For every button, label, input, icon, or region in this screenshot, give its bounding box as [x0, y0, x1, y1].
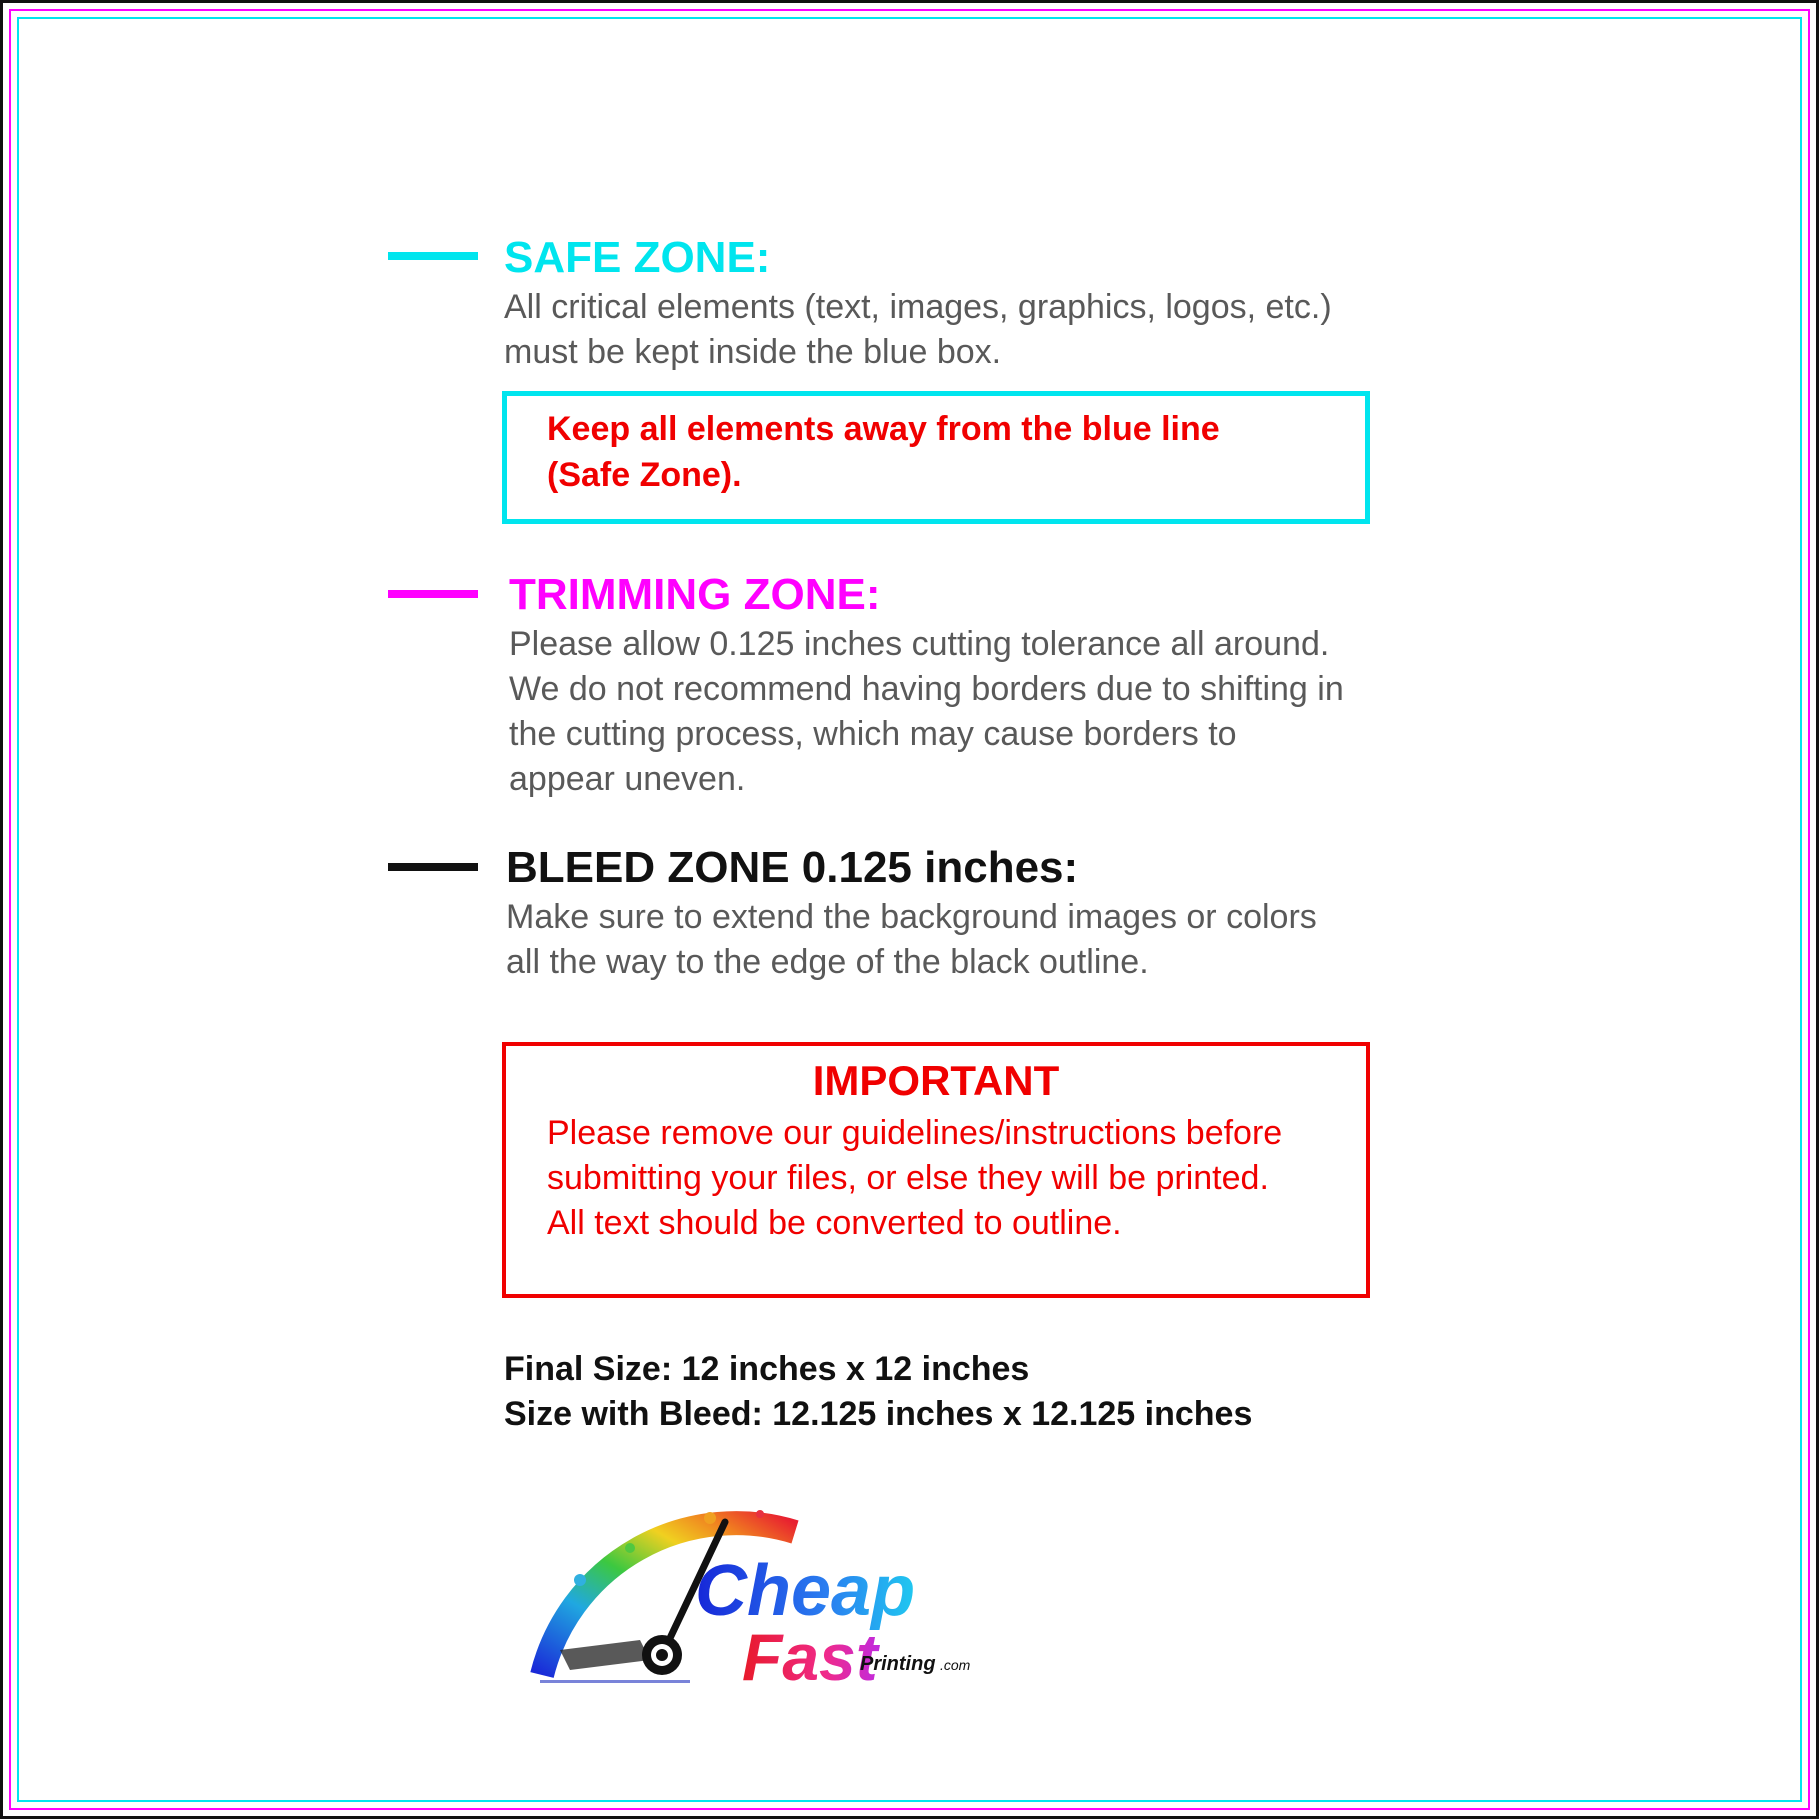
bleed-zone-description: Make sure to extend the background images or colors all the way to the edge of the black outline.: [506, 898, 1317, 981]
safe-zone-title: SAFE ZONE:: [504, 233, 771, 282]
logo-suffix: .com: [940, 1657, 971, 1673]
safe-zone-notice: Keep all elements away from the blue line (Safe Zone).: [547, 410, 1220, 494]
size-info: [504, 1347, 1252, 1437]
cheapfastprinting-logo: [520, 1500, 980, 1700]
bleed-zone-title: BLEED ZONE 0.125 inches:: [506, 843, 1079, 892]
trimming-zone-legend-line: [388, 590, 478, 598]
logo-word-printing: Printing: [860, 1653, 936, 1675]
trimming-zone-description: Please allow 0.125 inches cutting tolerance all around. We do not recommend having borders due to shifting in the cutting process, which may cause borders to appear uneven.: [509, 625, 1344, 798]
important-title: IMPORTANT: [812, 1057, 1060, 1104]
safe-zone-legend-line: [388, 252, 478, 260]
bleed-size: Size with Bleed: 12.125 inches x 12.125 inches: [504, 1395, 1253, 1433]
important-description: Please remove our guidelines/instructions before submitting your files, or else they will be printed. All text should be converted to outline.: [547, 1114, 1283, 1242]
bleed-zone-legend-line: [388, 863, 478, 871]
safe-zone-description: All critical elements (text, images, graphics, logos, etc.) must be kept inside the blue box.: [504, 288, 1332, 371]
trimming-zone-title: TRIMMING ZONE:: [509, 570, 881, 619]
logo-word-cheap: Cheap: [695, 1551, 916, 1631]
safe-zone-notice-box: [502, 391, 1370, 524]
final-size: Final Size: 12 inches x 12 inches: [504, 1350, 1030, 1388]
important-box: [502, 1042, 1370, 1298]
logo-word-fast: Fast: [742, 1620, 878, 1694]
